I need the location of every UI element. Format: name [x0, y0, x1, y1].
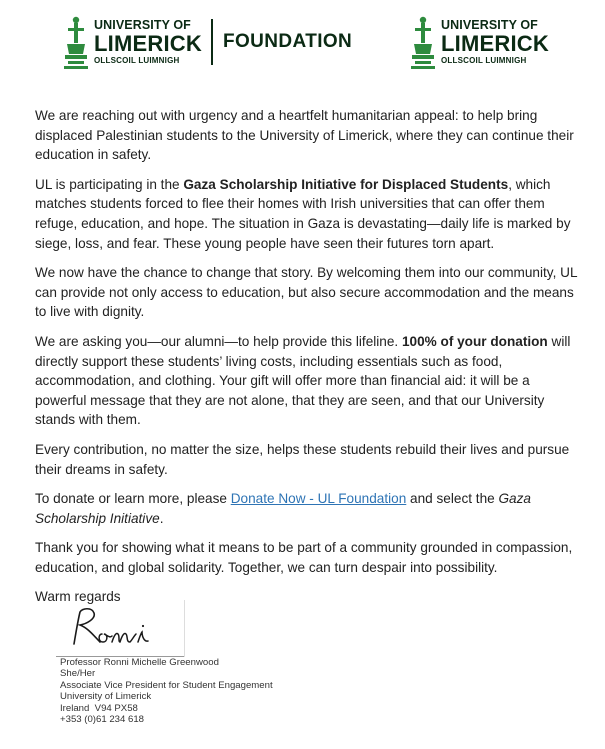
paragraph-appeal: We are reaching out with urgency and a heartfelt humanitarian appeal: to help bring displaced Palestinian students to the University of Limerick, where they can continue their education in safety. [35, 108, 574, 163]
paragraph-contribution: Every contribution, no matter the size, helps these students rebuild their lives and pursue their dreams in safety. [35, 441, 570, 477]
logo-limerick: LIMERICK [441, 30, 549, 56]
paragraph-opportunity: We now have the chance to change that story. By welcoming them into our community, UL can provide not only access to education, but also secure accommodation and the means to live with dignity. [35, 265, 578, 320]
initiative-name: Gaza Scholarship Initiative for Displaced Students [183, 176, 509, 192]
ul-crest-icon [62, 14, 90, 70]
donate-now-link[interactable]: Donate Now - UL Foundation [230, 491, 407, 507]
logo-divider [211, 19, 213, 65]
signatory-phone: +353 (0)61 234 618 [60, 714, 145, 726]
signatory-pronouns: She/Her [60, 668, 96, 680]
logo-irish-name: OLLSCOIL LUIMNIGH [94, 55, 180, 65]
paragraph-thanks: Thank you for showing what it means to be part of a community grounded in compassion, education, and global solidarity. Together, we can turn despair into possibility. [35, 540, 573, 575]
ul-crest-icon [409, 14, 437, 70]
donation-emphasis: 100% of your donation [401, 333, 548, 349]
logo-university-of: UNIVERSITY OF [94, 18, 191, 33]
logo-irish-name: OLLSCOIL LUIMNIGH [441, 55, 527, 65]
logo-limerick: LIMERICK [94, 30, 202, 56]
paragraph-ask: We are asking you—our alumni—to help provide this lifeline. 100% of your donation will directly support these students’ living costs, including essentials such as food, accommodation, and clothing. Your gift will offer more than financial aid: it will be a powerful message that they are not alone, that they are seen, and that our University stands with them. [35, 333, 571, 428]
handwritten-signature [64, 604, 188, 650]
ul-logo [409, 14, 549, 70]
initiative-italic: Gaza Scholarship Initiative [35, 491, 531, 526]
signatory-address: Ireland V94 PX58 [60, 702, 138, 714]
logo-foundation: FOUNDATION [222, 31, 353, 52]
signatory-title: Associate Vice President for Student Engagement [60, 679, 273, 691]
logo-university-of: UNIVERSITY OF [441, 18, 538, 33]
signatory-contact [60, 657, 273, 725]
signatory-organization: University of Limerick [60, 691, 152, 703]
paragraph-initiative: UL is participating in the Gaza Scholarship Initiative for Displaced Students, which matches students forced to flee their homes with Irish universities that can offer them refuge, education, and hope. The situation in Gaza is devastating—daily life is marked by siege, loss, and fear. These young people have seen their futures torn apart. [35, 176, 571, 251]
closing: Warm regards [35, 589, 121, 605]
ul-foundation-logo [62, 14, 352, 70]
letter-body [35, 106, 580, 617]
signature-frame [184, 600, 185, 657]
signature-block [56, 600, 184, 656]
signatory-name: Professor Ronni Michelle Greenwood [60, 657, 219, 668]
paragraph-donate: To donate or learn more, please Donate Now - UL Foundation and select the Gaza Scholarship Initiative. [35, 491, 531, 526]
